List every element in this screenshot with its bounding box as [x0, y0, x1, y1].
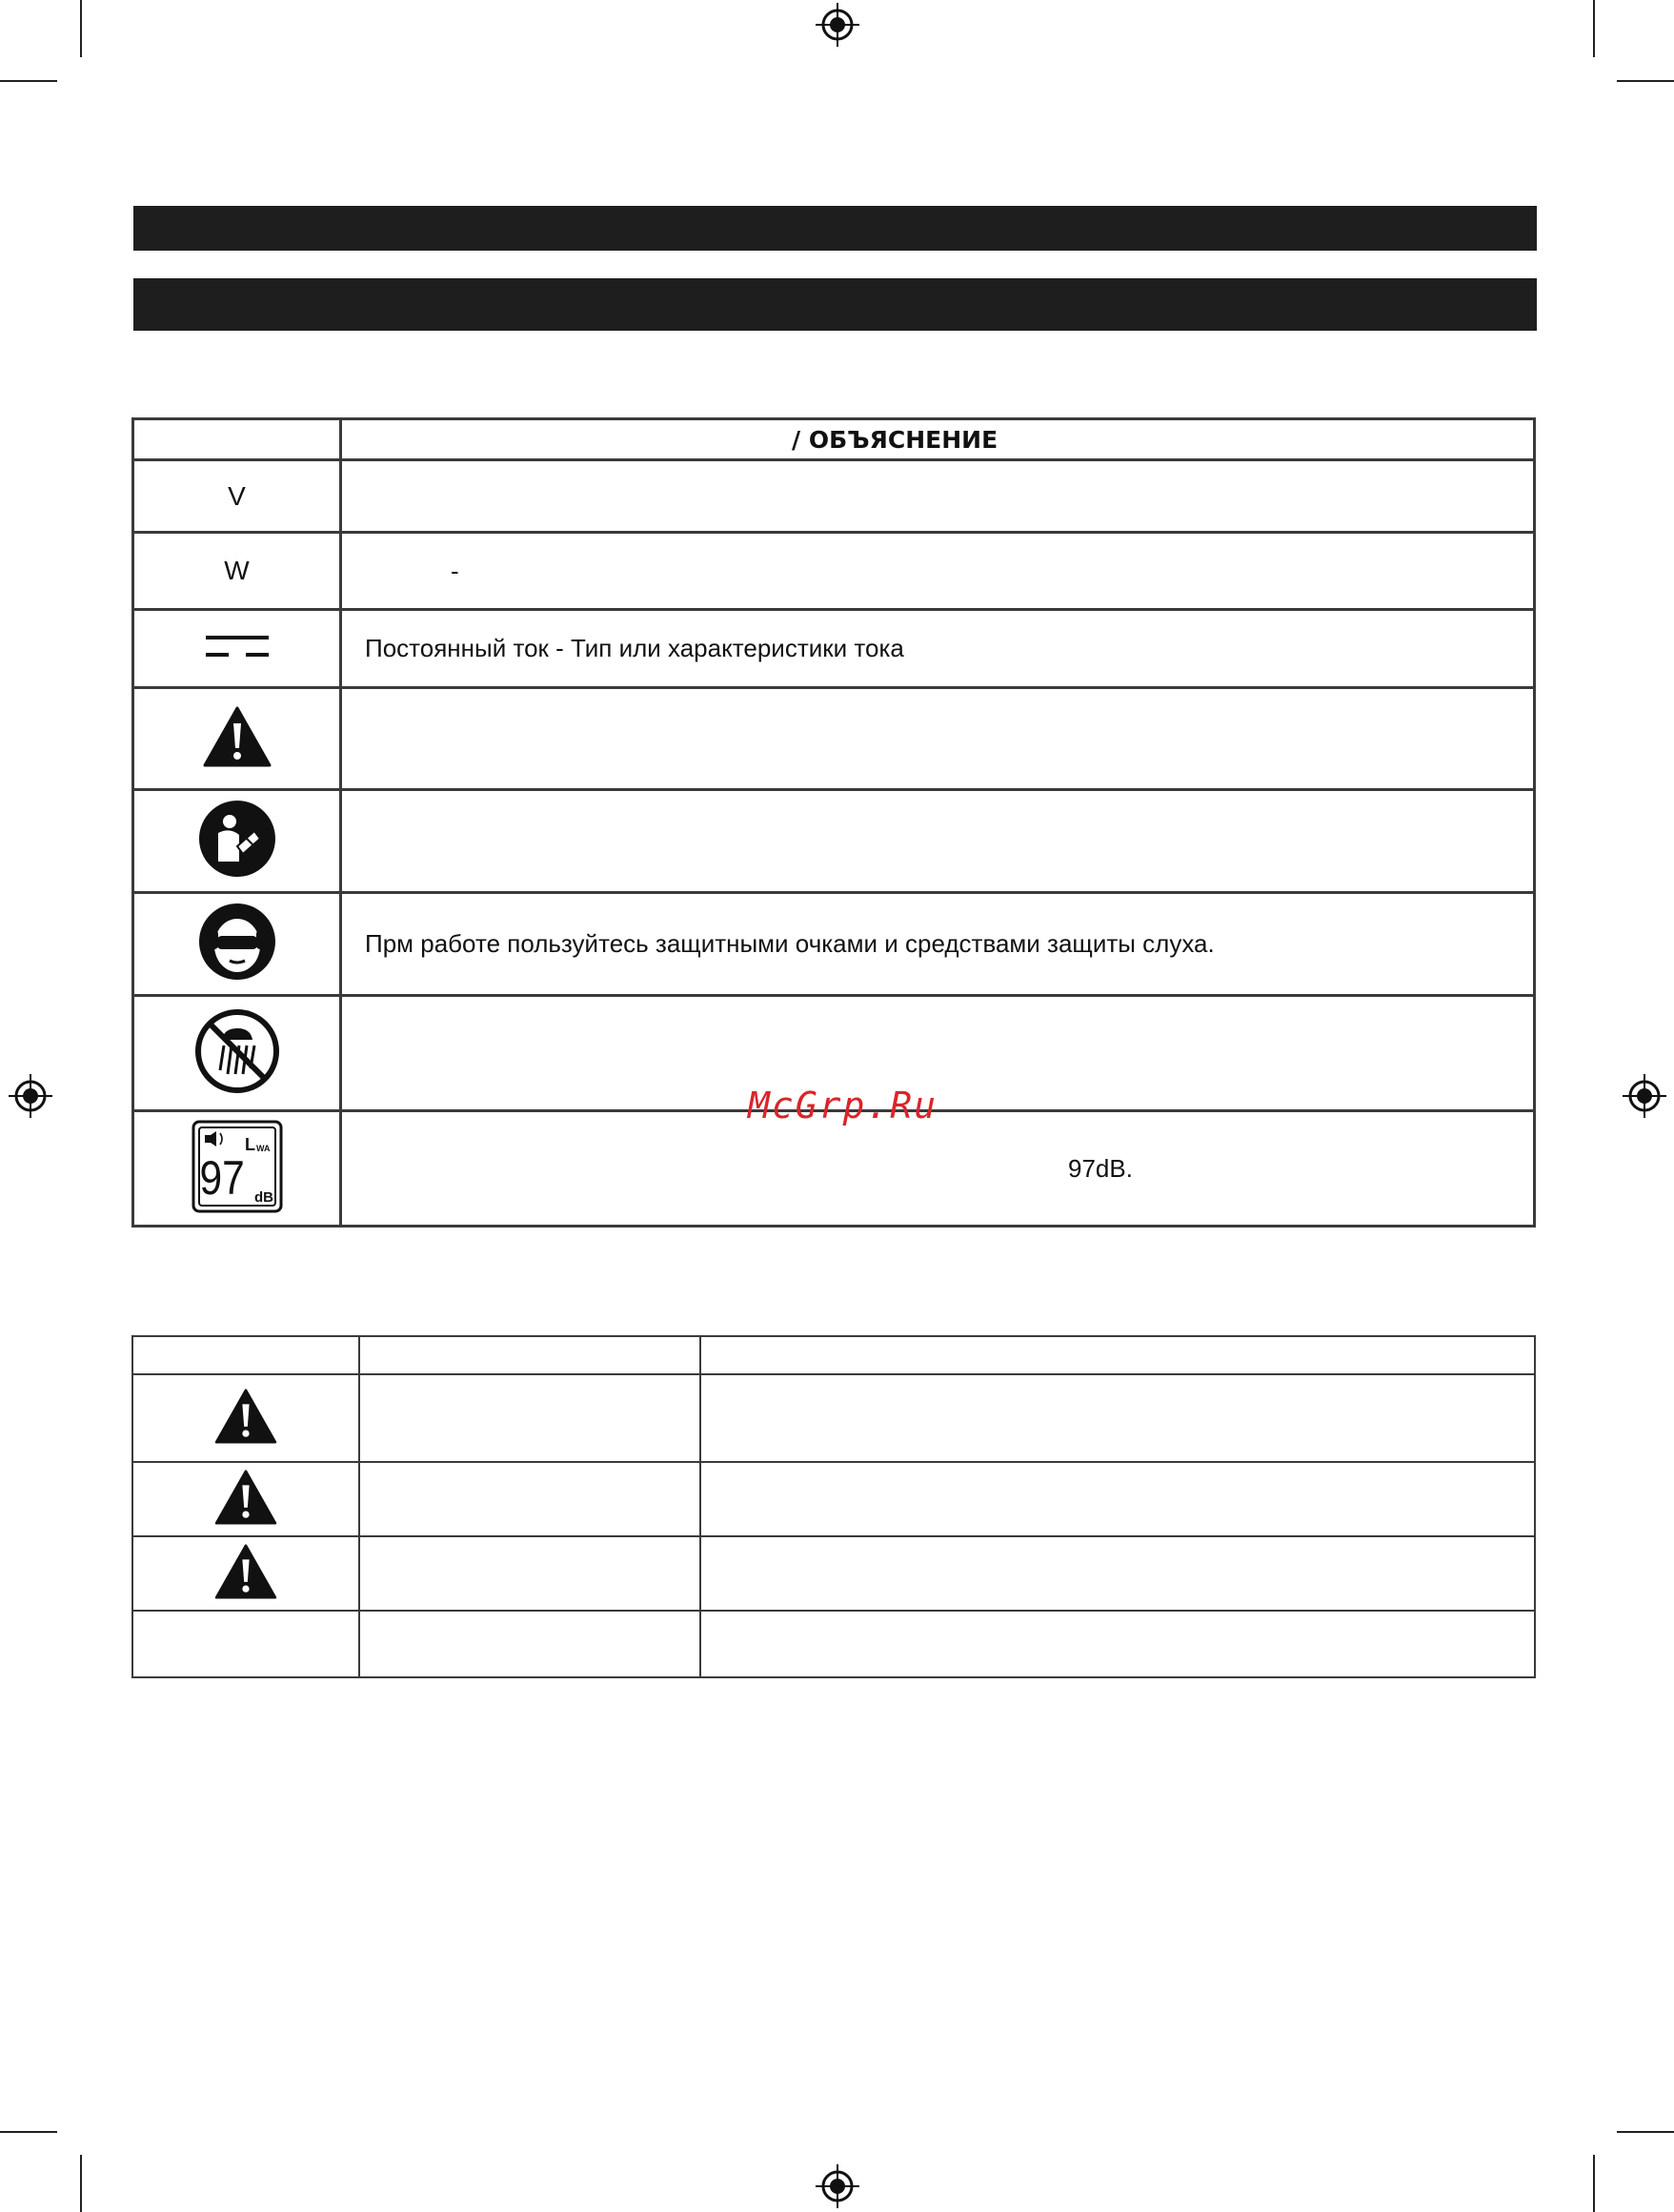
crop-mark [80, 0, 82, 57]
row-text: Прм работе пользуйтесь защитными очками и средствами защиты слуха. [341, 893, 1535, 996]
warning-cell [700, 1536, 1535, 1611]
warning-cell [132, 1611, 359, 1677]
direct-current-icon [204, 630, 271, 662]
lwa-label: L [244, 1134, 255, 1154]
registration-mark-icon [9, 1074, 52, 1118]
warning-triangle-icon [214, 1389, 277, 1444]
subtitle-bar [133, 278, 1537, 331]
crop-mark [80, 2155, 82, 2212]
row-text: Постоянный ток - Тип или характеристики тока [341, 610, 1535, 688]
table-header-row [133, 419, 1535, 460]
warning-cell [359, 1611, 700, 1677]
explanation-header: / ОБЪЯСНЕНИЕ [792, 425, 998, 454]
table-row [132, 1536, 1535, 1611]
warning-cell [359, 1536, 700, 1611]
warning-triangle-icon [203, 706, 272, 767]
warning-triangle-icon [214, 1544, 277, 1599]
volt-symbol: V [133, 460, 341, 533]
crop-mark [0, 80, 57, 82]
crop-mark [0, 2131, 57, 2133]
row-text [341, 790, 1535, 893]
warning-cell [359, 1462, 700, 1536]
table-row [133, 790, 1535, 893]
watt-symbol: W [133, 533, 341, 610]
table-row [133, 533, 1535, 610]
header-cell [700, 1336, 1535, 1374]
table-row [133, 460, 1535, 533]
warning-cell [700, 1374, 1535, 1462]
registration-mark-icon [816, 2164, 859, 2208]
table-row [133, 893, 1535, 996]
row-text: - [341, 533, 1535, 610]
row-text [341, 688, 1535, 790]
table-row [132, 1462, 1535, 1536]
watermark: McGrp.Ru [748, 1085, 938, 1126]
warning-triangle-icon [214, 1470, 277, 1525]
crop-mark [1617, 80, 1674, 82]
table-row [133, 1111, 1535, 1227]
sound-level-unit: dB [253, 1188, 273, 1206]
title-bar [133, 206, 1537, 251]
crop-mark [1617, 2131, 1674, 2133]
warning-cell [700, 1611, 1535, 1677]
row-text: 97dB. [341, 1111, 1535, 1227]
header-cell [359, 1336, 700, 1374]
header-cell [132, 1336, 359, 1374]
table-row [132, 1374, 1535, 1462]
sound-level-icon [192, 1120, 283, 1213]
row-text [341, 460, 1535, 533]
crop-mark [1593, 2155, 1595, 2212]
header-cell [341, 419, 1535, 460]
read-manual-icon [197, 799, 277, 879]
registration-mark-icon [816, 3, 859, 47]
table-header-row [132, 1336, 1535, 1374]
goggles-ear-protection-icon [197, 902, 277, 982]
registration-mark-icon [1623, 1074, 1666, 1118]
header-cell [133, 419, 341, 460]
crop-mark [1593, 0, 1595, 57]
warnings-table [131, 1335, 1536, 1678]
no-rain-icon [193, 1007, 281, 1095]
table-row [133, 688, 1535, 790]
warning-cell [700, 1462, 1535, 1536]
table-row [133, 610, 1535, 688]
warning-cell [359, 1374, 700, 1462]
lwa-subscript: WA [255, 1143, 270, 1153]
sound-level-value: 97 [199, 1150, 245, 1205]
table-row [132, 1611, 1535, 1677]
